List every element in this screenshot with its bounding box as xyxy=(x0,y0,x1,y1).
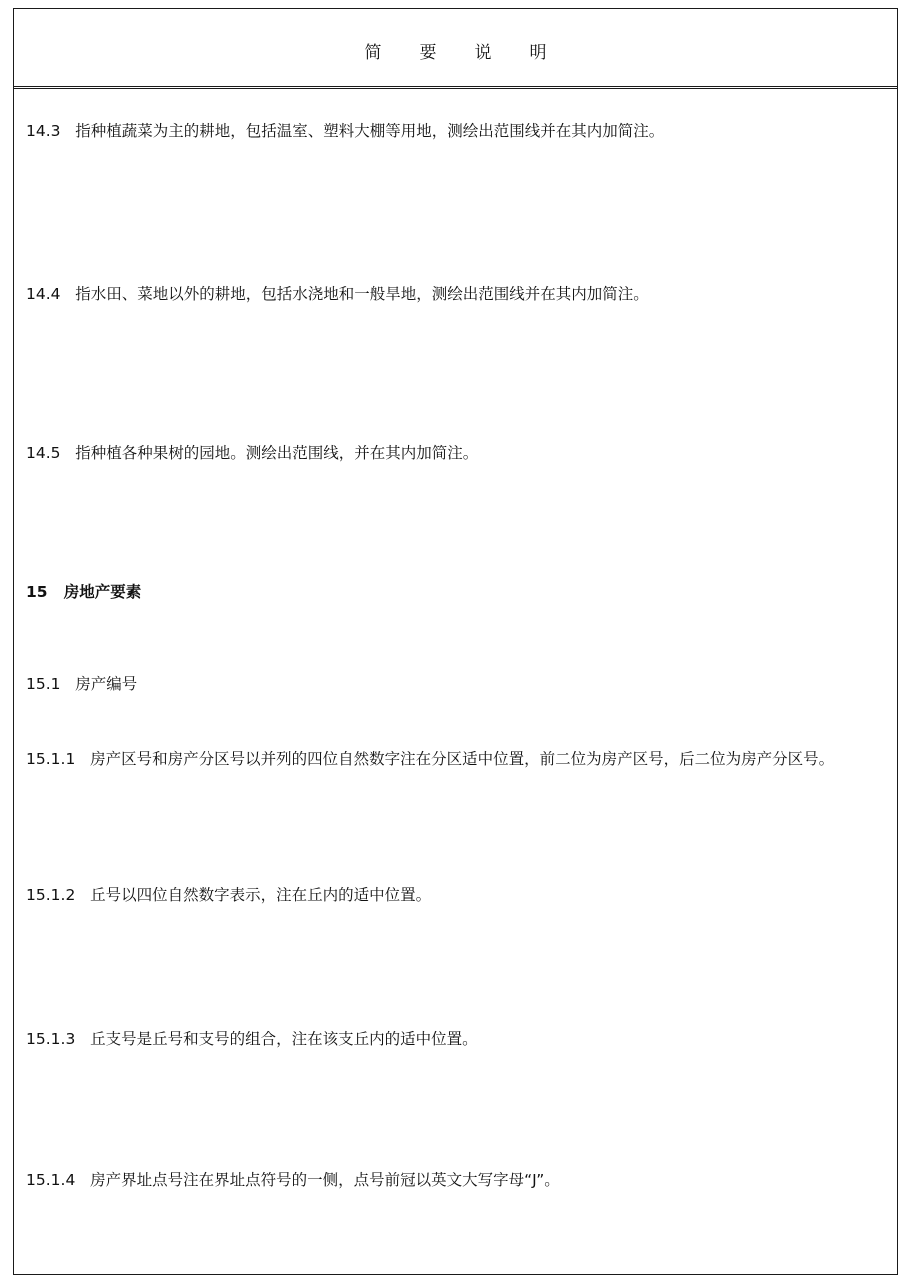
item-text: 指种植各种果树的园地。测绘出范围线，并在其内加简注。 xyxy=(75,444,479,462)
header xyxy=(14,9,897,89)
item-14-5 xyxy=(26,440,887,466)
item-text: 丘号以四位自然数字表示，注在丘内的适中位置。 xyxy=(90,886,432,904)
item-number: 15.1.2 xyxy=(26,886,76,904)
item-number: 15.1.3 xyxy=(26,1030,76,1048)
item-text: 房地产要素 xyxy=(63,583,142,601)
item-text: 房产区号和房产分区号以并列的四位自然数字注在分区适中位置，前二位为房产区号，后二位为房产分区号。 xyxy=(90,750,835,768)
item-15-1-3 xyxy=(26,1026,887,1052)
page-frame xyxy=(13,8,898,1275)
item-14-3 xyxy=(26,118,887,144)
item-number: 14.4 xyxy=(26,285,61,303)
item-15-1-4 xyxy=(26,1167,887,1193)
item-text: 房产编号 xyxy=(75,675,138,693)
item-text: 丘支号是丘号和支号的组合，注在该支丘内的适中位置。 xyxy=(90,1030,478,1048)
section-heading-15 xyxy=(26,579,887,605)
item-number: 14.3 xyxy=(26,122,61,140)
item-text: 指水田、菜地以外的耕地，包括水浇地和一般旱地，测绘出范围线并在其内加简注。 xyxy=(75,285,649,303)
item-number: 15.1.1 xyxy=(26,750,76,768)
item-number: 14.5 xyxy=(26,444,61,462)
item-number: 15.1.4 xyxy=(26,1171,76,1189)
item-number: 15 xyxy=(26,583,48,601)
item-14-4 xyxy=(26,281,887,307)
item-15-1-2 xyxy=(26,882,887,908)
item-text: 指种植蔬菜为主的耕地，包括温室、塑料大棚等用地，测绘出范围线并在其内加简注。 xyxy=(75,122,665,140)
item-15-1 xyxy=(26,671,887,697)
page-title: 简要说明 xyxy=(364,43,585,63)
item-text: 房产界址点号注在界址点符号的一侧，点号前冠以英文大写字母“J”。 xyxy=(90,1171,560,1189)
item-number: 15.1 xyxy=(26,675,61,693)
item-15-1-1 xyxy=(26,746,887,772)
